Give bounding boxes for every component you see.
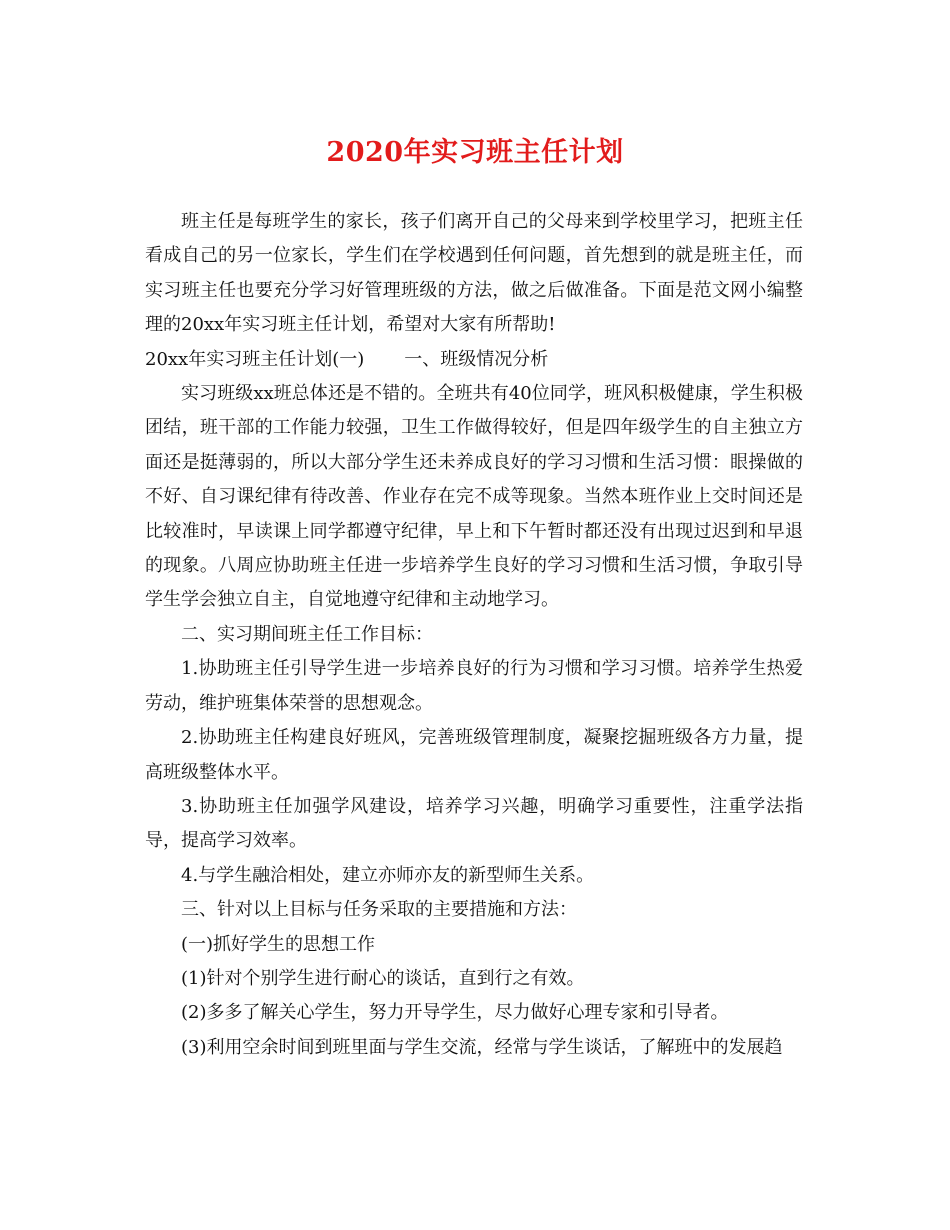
goal-item: 4.与学生融洽相处，建立亦师亦友的新型师生关系。 <box>181 864 595 886</box>
measure-item: (2)多多了解关心学生，努力开导学生，尽力做好心理专家和引导者。 <box>181 1002 729 1024</box>
section-2-title: 二、实习期间班主任工作目标： <box>181 623 433 645</box>
subsection-1-title: (一)抓好学生的思想工作 <box>181 933 376 955</box>
goal-item: 1.协助班主任引导学生进一步培养良好的行为习惯和学习习惯。培养学生热爱劳动，维护班集体荣誉的思想观念。 <box>145 658 803 714</box>
plan-label: 20xx年实习班主任计划(一) <box>145 348 365 370</box>
page-title: 2020年实习班主任计划 <box>326 137 624 168</box>
measure-item: (1)针对个别学生进行耐心的谈话，直到行之有效。 <box>181 967 585 989</box>
goal-item: 2.协助班主任构建良好班风，完善班级管理制度，凝聚挖掘班级各方力量，提高班级整体水平。 <box>145 727 803 783</box>
document-body <box>145 205 803 1065</box>
section-1-body: 实习班级xx班总体还是不错的。全班共有40位同学，班风积极健康，学生积极团结，班干部的工作能力较强，卫生工作做得较好，但是四年级学生的自主独立方面还是挺薄弱的，所以大部分学生还未养成良好的学习习惯和生活习惯：眼操做的不好、自习课纪律有待改善、作业存在完不成等现象。当然本班作业上交时间还是比较准时，早读课上同学都遵守纪律，早上和下午暂时都还没有出现过迟到和早退的现象。八周应协助班主任进一步培养学生良好的学习习惯和生活习惯，争取引导学生学会独立自主，自觉地遵守纪律和主动地学习。 <box>145 383 803 611</box>
section-3-title: 三、针对以上目标与任务采取的主要措施和方法： <box>181 899 577 921</box>
section-1-title: 一、班级情况分析 <box>404 348 549 370</box>
plan-heading-line <box>145 343 803 377</box>
measure-item: (3)利用空余时间到班里面与学生交流，经常与学生谈话，了解班中的发展趋 <box>181 1036 783 1058</box>
intro-paragraph: 班主任是每班学生的家长，孩子们离开自己的父母来到学校里学习，把班主任看成自己的另一位家长，学生们在学校遇到任何问题，首先想到的就是班主任，而实习班主任也要充分学习好管理班级的方法，做之后做准备。下面是范文网小编整理的20xx年实习班主任计划，希望对大家有所帮助! <box>145 211 803 336</box>
goal-item: 3.协助班主任加强学风建设，培养学习兴趣，明确学习重要性，注重学法指导，提高学习效率。 <box>145 795 803 852</box>
